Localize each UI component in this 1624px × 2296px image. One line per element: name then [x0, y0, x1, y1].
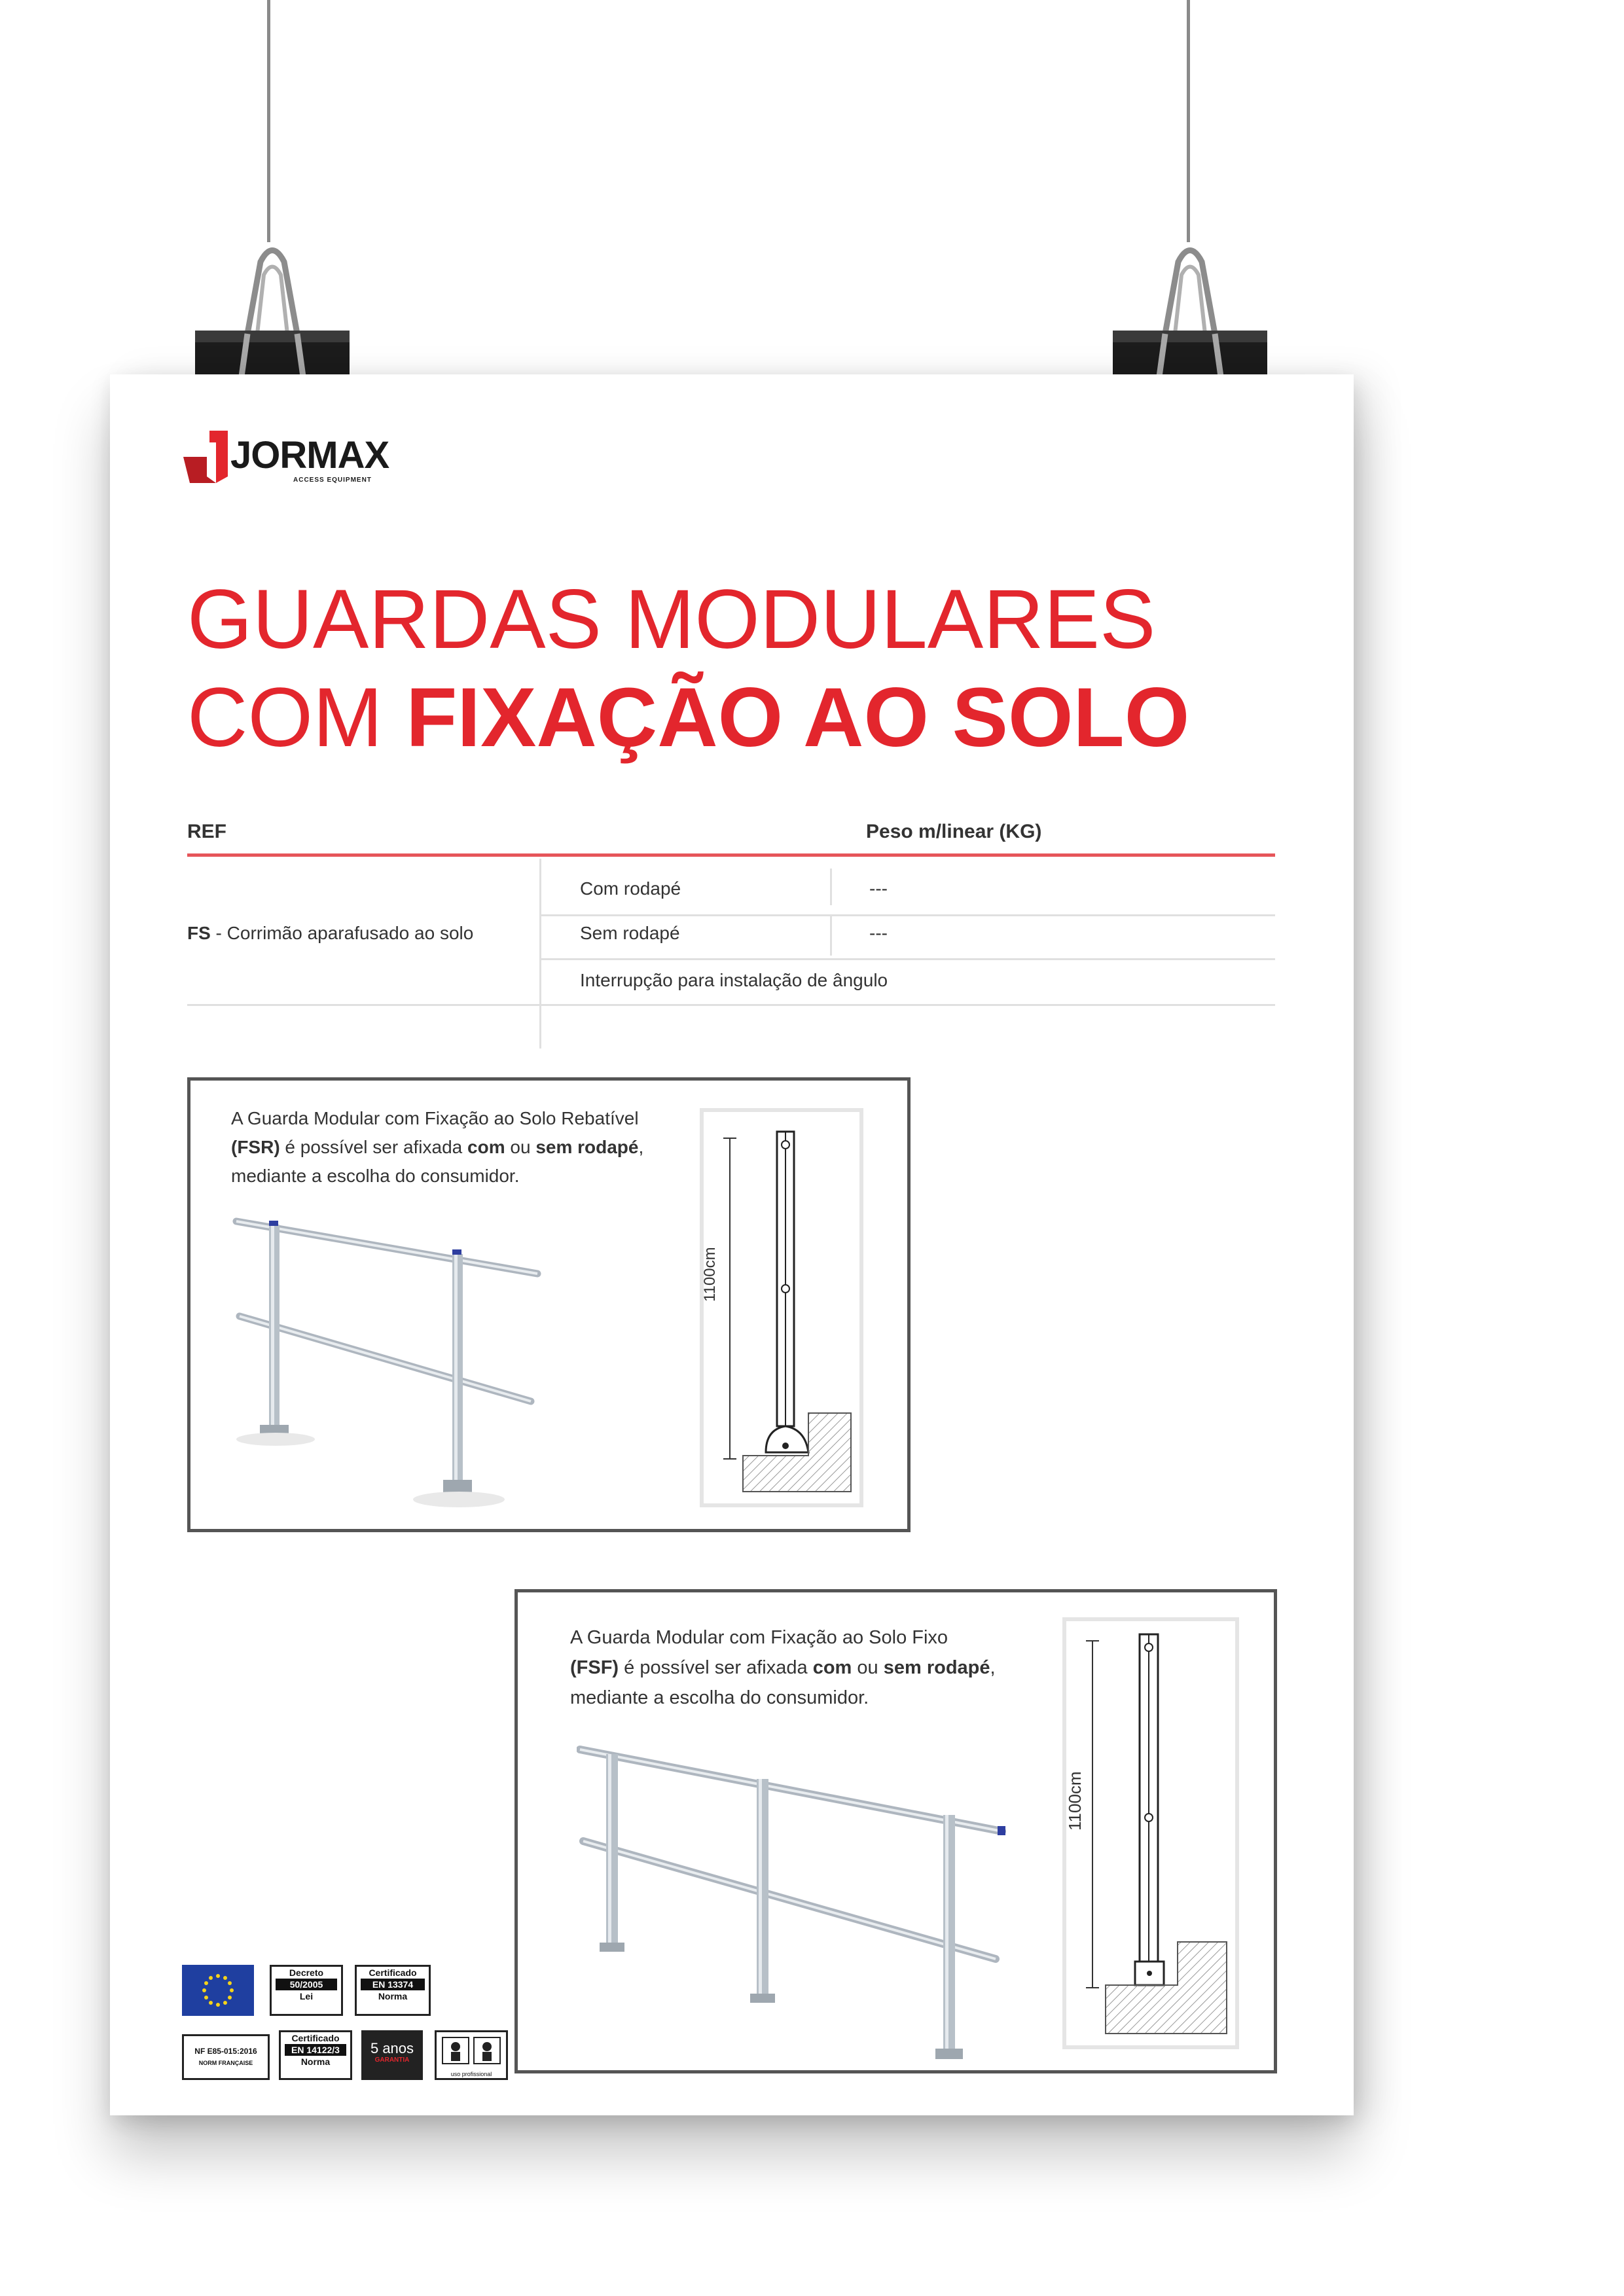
eu-flag-icon	[182, 1965, 254, 2016]
hanging-wire-right	[1187, 0, 1190, 242]
jormax-logo	[183, 428, 399, 500]
fsf-dimension-label: 1100cm	[1065, 1771, 1085, 1831]
professional-use-badge: uso profissional	[435, 2030, 508, 2080]
fsr-post-diagram	[704, 1112, 859, 1503]
fsf-technical-drawing	[1062, 1617, 1239, 2049]
row-label-com-rodape: Com rodapé	[580, 878, 681, 899]
fsf-railing-illustration	[577, 1740, 1022, 2067]
value-divider-2	[830, 916, 832, 956]
row-divider-1	[539, 914, 1275, 916]
page-title	[187, 571, 1189, 767]
row-value-com-rodape: ---	[869, 878, 888, 899]
row-value-sem-rodape: ---	[869, 923, 888, 943]
document-page	[110, 374, 1354, 2115]
fsr-railing-illustration	[230, 1211, 557, 1519]
jormax-logo-icon	[183, 431, 229, 483]
brand-name: JORMAX	[230, 434, 389, 476]
row-label-sem-rodape: Sem rodapé	[580, 923, 680, 943]
professional-use-icon	[439, 2035, 504, 2068]
table-header-ref: REF	[187, 821, 226, 842]
fsr-description: A Guarda Modular com Fixação ao Solo Rebatível (FSR) é possível ser afixada com ou sem rodapé, mediante a escolha do consumidor.	[231, 1108, 644, 1186]
table-bottom-divider	[187, 1004, 1275, 1006]
nf-badge: NF E85-015:2016 NORM FRANÇAISE	[182, 2034, 270, 2080]
row-label-interrupcao: Interrupção para instalação de ângulo	[580, 970, 888, 990]
fsr-technical-drawing	[700, 1108, 863, 1507]
table-header-weight: Peso m/linear (KG)	[866, 821, 1042, 842]
en14122-badge: Certificado EN 14122/3 Norma	[279, 2030, 352, 2080]
header-divider	[187, 853, 1275, 857]
title-line-2: COM FIXAÇÃO AO SOLO	[187, 671, 1190, 764]
en13374-badge: Certificado EN 13374 Norma	[355, 1965, 431, 2016]
hanging-wire-left	[267, 0, 270, 242]
row-divider-2	[539, 958, 1275, 960]
value-divider-1	[830, 869, 832, 905]
fsf-post-diagram	[1066, 1621, 1235, 2045]
fsf-panel	[514, 1589, 1277, 2073]
fsf-description: A Guarda Modular com Fixação ao Solo Fixo (FSF) é possível ser afixada com ou sem rodapé, mediante a escolha do consumidor.	[570, 1627, 996, 1708]
fsr-panel	[187, 1077, 911, 1532]
warranty-badge: 5 anos GARANTIA	[361, 2030, 423, 2080]
brand-tagline: ACCESS EQUIPMENT	[293, 476, 372, 484]
table-column-divider	[539, 859, 541, 1049]
fsr-dimension-label: 1100cm	[701, 1247, 719, 1302]
product-ref: FS - Corrimão aparafusado ao solo	[187, 923, 474, 943]
decreto-badge: Decreto 50/2005 Lei	[270, 1965, 343, 2016]
title-line-1: GUARDAS MODULARES	[187, 573, 1156, 666]
